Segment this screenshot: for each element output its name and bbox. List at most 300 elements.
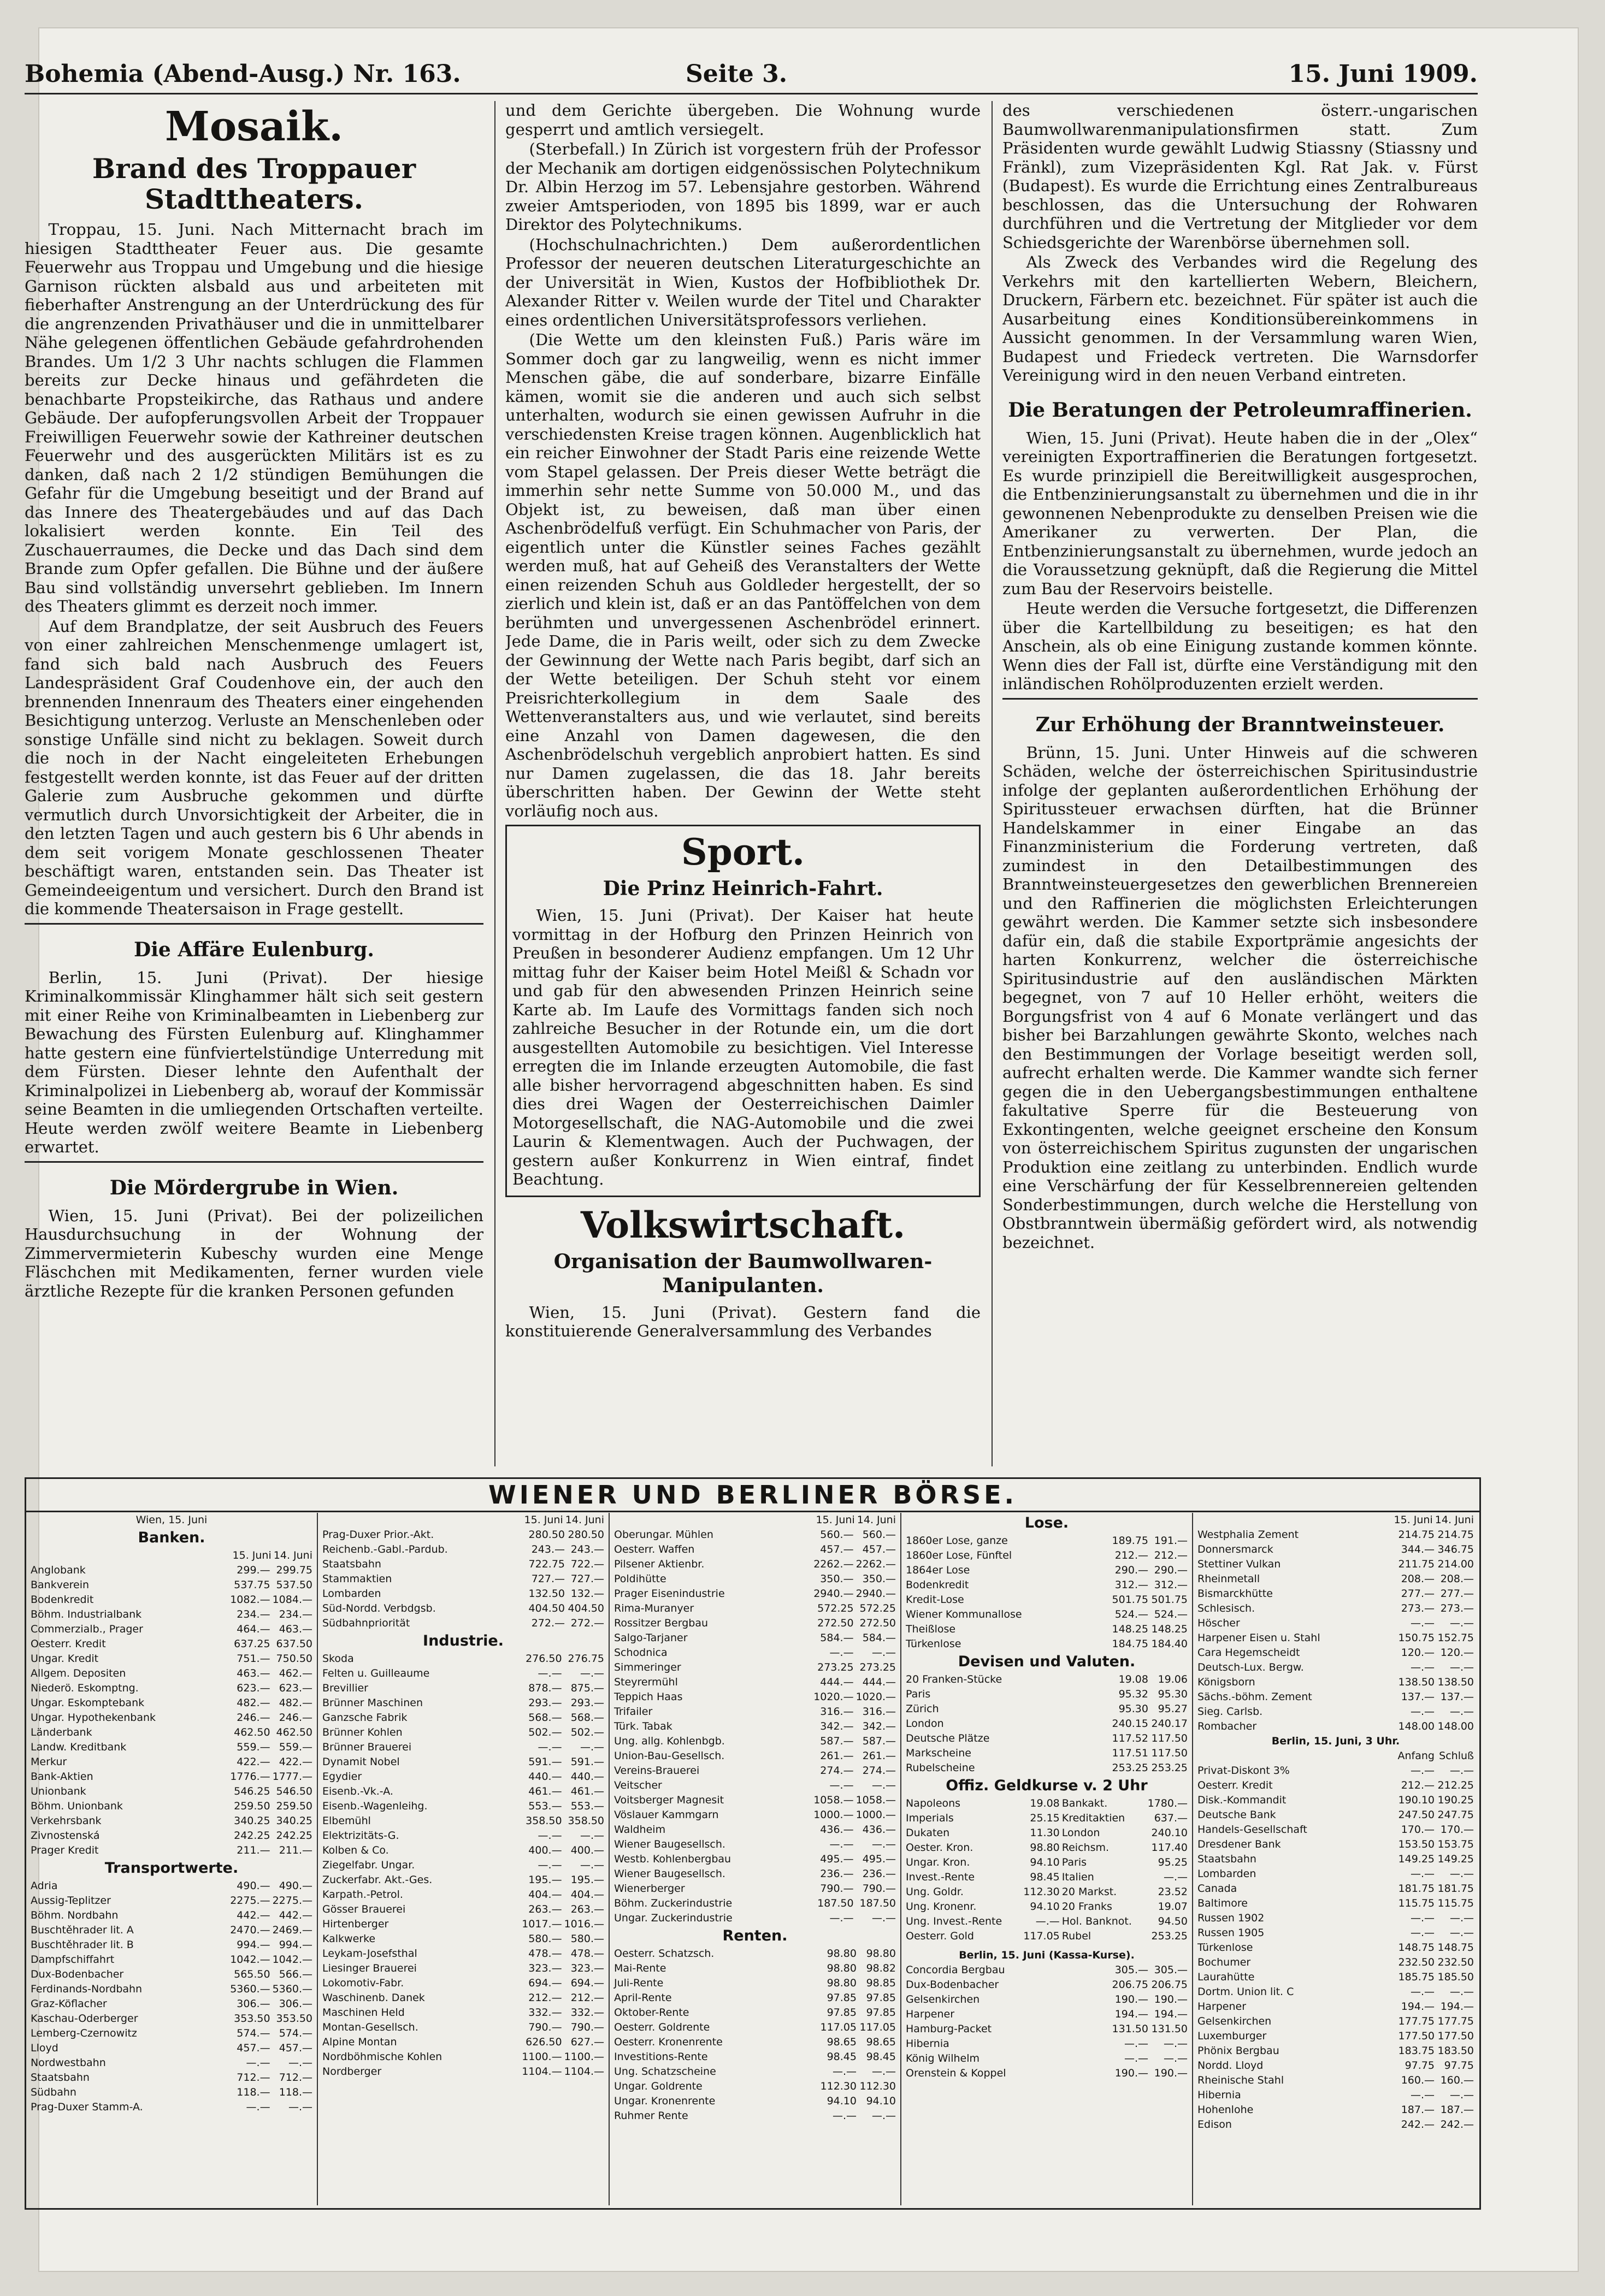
- price-value: 537.50: [276, 1579, 312, 1591]
- price-value: 358.50: [526, 1815, 562, 1827]
- price-value: 247.50: [1398, 1809, 1435, 1821]
- stock-row: [613, 1616, 897, 1631]
- price-value: 132.50: [528, 1588, 565, 1600]
- price-value: —.—: [871, 2066, 896, 2078]
- stock-row: [613, 2005, 897, 2020]
- stock-row: [321, 2005, 605, 2020]
- article-continuation: des verschiedenen österr.-ungarischen Baumwollwarenmanipulationsfirmen statt. Zum Präsidenten wurde gewählt Ludwig Stiassny (Stiassny und Fränkl), zum Vizepräsidenten Kgl. Rat Jak. v. Fürst (Budapest). Es wurde die Errichtung eines Zentralbureaus beschlossen, das die Untersuchung der Rohwaren durchführen und die Vertretung der Mitglieder vor dem Schiedsgerichte der Warenbörse übernehmen soll.: [1002, 101, 1478, 252]
- price-value: 98.45: [866, 2051, 896, 2063]
- stock-row: [29, 1952, 314, 1967]
- stock-row: [1196, 2073, 1475, 2088]
- security-name: Felten u. Guilleaume: [322, 1667, 430, 1679]
- price-value: 495.—: [820, 1853, 854, 1865]
- price-value: 97.85: [827, 2007, 857, 2019]
- stock-row: [1196, 1793, 1475, 1808]
- stock-row: [905, 1841, 1189, 1855]
- price-value: 137.—: [1401, 1691, 1435, 1703]
- stock-row: [1196, 1719, 1475, 1734]
- price-value: 340.25: [276, 1815, 312, 1827]
- stock-row: [905, 1607, 1189, 1622]
- stock-row: [1196, 1660, 1475, 1675]
- price-value: 208.—: [1401, 1573, 1435, 1585]
- price-value: —.—: [871, 1647, 896, 1659]
- security-name: Union-Bau-Gesellsch.: [614, 1750, 725, 1762]
- price-value: 117.40: [1151, 1842, 1188, 1854]
- price-value: 211.75: [1398, 1558, 1435, 1570]
- stock-table: [905, 1672, 1189, 1776]
- security-name: Hirtenberger: [322, 1918, 389, 1930]
- price-value: 195.—: [528, 1874, 562, 1886]
- security-name: Ung. allg. Kohlenbgb.: [614, 1735, 725, 1747]
- stock-row: [29, 1740, 314, 1755]
- stock-row: [613, 1675, 897, 1690]
- stock-row: [905, 1992, 1189, 2007]
- price-value: —.—: [1124, 2038, 1148, 2050]
- stock-row: [613, 1542, 897, 1557]
- security-name: Rheinmetall: [1197, 1573, 1260, 1585]
- price-value: 444.—: [862, 1676, 896, 1688]
- stock-row: [321, 2050, 605, 2064]
- price-value: 502.—: [528, 1726, 562, 1738]
- price-value: 353.50: [234, 2013, 270, 2025]
- column-rule: [609, 1513, 610, 2205]
- security-name: Harpener: [1197, 2001, 1247, 2013]
- stock-table: [905, 1796, 1189, 1944]
- price-value: 232.50: [1437, 1956, 1474, 1968]
- price-value: 312.—: [1154, 1579, 1188, 1591]
- security-name: Laurahütte: [1197, 1971, 1255, 1983]
- stock-row: [29, 1666, 314, 1681]
- price-value: —.—: [829, 1912, 854, 1924]
- price-value: 190.—: [1114, 1993, 1148, 2005]
- price-value: 1020.—: [813, 1691, 854, 1703]
- price-value: 185.75: [1398, 1971, 1435, 1983]
- security-name: Poldihütte: [614, 1573, 666, 1585]
- price-value: 524.—: [1114, 1608, 1148, 1620]
- price-value: 118.—: [279, 2086, 312, 2098]
- stock-row: [613, 1646, 897, 1660]
- price-value: 1776.—: [230, 1771, 270, 1783]
- security-name: Schlesisch.: [1197, 1602, 1255, 1614]
- price-value: 306.—: [237, 1998, 270, 2010]
- stock-row: [613, 1793, 897, 1808]
- price-value: 97.85: [827, 1992, 857, 2004]
- stock-row: [29, 1923, 314, 1938]
- section-berlin-kasse: Berlin, 15. Juni (Kassa-Kurse).: [959, 1949, 1135, 1961]
- stock-row: [613, 1631, 897, 1646]
- stock-row: [1196, 1896, 1475, 1911]
- security-name: Zivnostenská: [31, 1830, 100, 1842]
- security-name: Wiener Baugesellsch.: [614, 1838, 725, 1850]
- price-value: 117.50: [1151, 1747, 1188, 1759]
- stock-row: [29, 1770, 314, 1784]
- stock-row: [321, 1711, 605, 1725]
- stock-row: [29, 1637, 314, 1652]
- price-value: 177.50: [1437, 2030, 1474, 2042]
- price-value: 461.—: [528, 1785, 562, 1797]
- divider: [25, 1161, 483, 1163]
- security-name: Dux-Bodenbacher: [31, 1968, 124, 1980]
- price-value: 490.—: [279, 1880, 312, 1892]
- price-value: 273.—: [1440, 1602, 1474, 1614]
- price-value: 457.—: [862, 1543, 896, 1555]
- price-value: 878.—: [528, 1682, 562, 1694]
- price-value: 350.—: [862, 1573, 896, 1585]
- price-value: 5360.—: [272, 1983, 312, 1995]
- price-value: 305.—: [1114, 1964, 1148, 1976]
- stock-row: [29, 1799, 314, 1814]
- price-value: 404.50: [568, 1602, 604, 1614]
- stock-row: [1196, 2029, 1475, 2044]
- security-name: Adria: [31, 1880, 58, 1892]
- security-name: Türkenlose: [906, 1638, 961, 1650]
- security-name: April-Rente: [614, 1992, 672, 2004]
- stock-row: [613, 2079, 897, 2094]
- security-name: Reichenb.-Gabl.-Pardub.: [322, 1543, 448, 1555]
- price-value: —.—: [1410, 1765, 1435, 1777]
- price-value: 259.50: [276, 1800, 312, 1812]
- security-name: Privat-Diskont 3%: [1197, 1765, 1290, 1777]
- section-industrie: Industrie.: [423, 1632, 504, 1649]
- price-value: 214.00: [1437, 1558, 1474, 1570]
- security-name: Theißlose: [906, 1623, 956, 1635]
- price-value: 546.25: [234, 1785, 270, 1797]
- security-name: Skoda: [322, 1653, 354, 1665]
- price-value: 19.08: [1118, 1673, 1148, 1685]
- price-value: 404.50: [528, 1602, 565, 1614]
- price-value: 482.—: [237, 1697, 270, 1709]
- article-headline-prinz-heinrich: Die Prinz Heinrich-Fahrt.: [603, 877, 883, 900]
- price-value: —.—: [1410, 1912, 1435, 1924]
- price-value: 404.—: [528, 1889, 562, 1901]
- stock-row: [1196, 1705, 1475, 1719]
- article-headline-moerdergrube: Die Mördergrube in Wien.: [109, 1176, 399, 1199]
- stock-row: [1196, 1808, 1475, 1822]
- price-value: 194.—: [1114, 2008, 1148, 2020]
- security-name: Nordberger: [322, 2066, 382, 2078]
- stock-table: [613, 1528, 897, 1926]
- stock-row: [905, 1534, 1189, 1548]
- price-value: 5360.—: [230, 1983, 270, 1995]
- security-name: Süd-Nordd. Verbdgsb.: [322, 1602, 436, 1614]
- masthead: [25, 60, 1478, 94]
- stock-row: [29, 1938, 314, 1952]
- security-name: Eisenb.-Wagenleihg.: [322, 1800, 428, 1812]
- security-name: Baltimore: [1197, 1897, 1248, 1909]
- price-value: 214.75: [1437, 1529, 1474, 1541]
- price-value: 722.75: [528, 1558, 565, 1570]
- boerse-column-4: [905, 1513, 1189, 2205]
- price-value: 404.—: [570, 1889, 604, 1901]
- security-name: London: [906, 1718, 944, 1730]
- stock-row: [905, 1637, 1189, 1652]
- security-name: König Wilhelm: [906, 2052, 980, 2064]
- security-name: Prag-Duxer Prior.-Akt.: [322, 1529, 434, 1541]
- security-name: Rossitzer Bergbau: [614, 1617, 709, 1629]
- price-value: 1100.—: [522, 2051, 562, 2063]
- price-value: 591.—: [570, 1756, 604, 1768]
- security-name: Alpine Montan: [322, 2036, 397, 2048]
- stock-row: [29, 1563, 314, 1578]
- stock-row: [905, 1811, 1189, 1826]
- price-value: 501.75: [1112, 1594, 1148, 1606]
- price-value: 694.—: [570, 1977, 604, 1989]
- price-value: 875.—: [570, 1682, 604, 1694]
- security-name: Nordwestbahn: [31, 2057, 106, 2069]
- security-name: Vereins-Brauerei: [614, 1765, 700, 1777]
- price-value: 117.05: [859, 2021, 896, 2033]
- section-banken: Banken.: [138, 1529, 205, 1546]
- security-name: Montan-Gesellsch.: [322, 2021, 418, 2033]
- article-paragraph: Brünn, 15. Juni. Unter Hinweis auf die schweren Schäden, welche der österreichischen Spiritusindustrie infolge der geplanten außerordentlichen Erhöhung der Spiritussteuer erwachsen dürften, hat die Brünner Handelskammer in einer Eingabe an das Finanzministerium die Forderung vertreten, daß zumindest in den Detailbestimmungen des Branntweinsteuergesetzes den gewerblichen Brennereien und den Raffinerien die möglichsten Erleichterungen gewährt werden. Die Kammer setzte sich insbesondere dafür ein, daß die stabile Exportprämie angesichts der harten Konkurrenz, welcher die österreichische Spiritusindustrie auf den ausländischen Märkten begegnet, von 7 auf 10 Heller erhöht, weiters die Borgungsfrist von 4 auf 6 Monate verlängert und das bisher bei Barzahlungen gewährte Skonto, welches nach den Bestimmungen der Vorlage beseitigt werden soll, aufrecht erhalten werde. Die Kammer wandte sich ferner gegen die in den Uebergangsbestimmungen enthaltene fakultative Sperre für die Besteuerung von Exkontingenten, welche geeignet erscheine den Konsum von österreichischem Spiritus zugunsten der ungarischen Produktion eine zeitlang zu unterbinden. Endlich wurde eine Verschärfung der für Kesselbrennereien geltenden Sonderbestimmungen, durch welche die Herstellung von Obstbranntwein übermäßig gefördert wird, als notwendig bezeichnet.: [1002, 743, 1478, 1252]
- price-value: 280.50: [528, 1529, 565, 1541]
- price-value: 19.06: [1158, 1673, 1188, 1685]
- header-date: 14. Juni: [565, 1514, 604, 1526]
- stock-row: [321, 1725, 605, 1740]
- price-value: 187.—: [1401, 2104, 1435, 2116]
- price-value: 559.—: [237, 1741, 270, 1753]
- security-name: Dampfschiffahrt: [31, 1954, 115, 1966]
- price-value: 342.—: [862, 1720, 896, 1732]
- stock-row: [29, 1997, 314, 2011]
- price-value: —.—: [1410, 2089, 1435, 2101]
- security-name: Vöslauer Kammgarn: [614, 1809, 719, 1821]
- price-value: 97.75: [1405, 2060, 1435, 2072]
- stock-row: [321, 1696, 605, 1711]
- price-value: —.—: [1410, 1868, 1435, 1880]
- price-value: —.—: [580, 1830, 604, 1842]
- price-value: 462.50: [234, 1726, 270, 1738]
- price-value: 560.—: [820, 1529, 854, 1541]
- price-value: —.—: [871, 1838, 896, 1850]
- price-value: 148.75: [1398, 1942, 1435, 1954]
- security-name: Wiener Baugesellsch.: [614, 1868, 725, 1880]
- price-value: 94.50: [1158, 1915, 1188, 1927]
- price-value: 572.25: [859, 1602, 896, 1614]
- stock-row: [613, 1778, 897, 1793]
- stock-row: [905, 1717, 1189, 1731]
- security-name: Gelsenkirchen: [1197, 2015, 1272, 2027]
- security-name: Südbahnpriorität: [322, 1617, 410, 1629]
- security-name: Lokomotiv-Fabr.: [322, 1977, 404, 1989]
- stock-row: [29, 1908, 314, 1923]
- section-geldkurse: Offiz. Geldkurse v. 2 Uhr: [946, 1777, 1148, 1794]
- stock-row: [29, 1893, 314, 1908]
- column-3: [1002, 101, 1478, 1472]
- security-name: Imperials: [906, 1812, 954, 1824]
- security-name: Commerzialb., Prager: [31, 1623, 143, 1635]
- stock-row: [905, 1746, 1189, 1761]
- security-name: Zürich: [906, 1703, 939, 1715]
- price-value: —.—: [1410, 1617, 1435, 1629]
- price-value: 623.—: [279, 1682, 312, 1694]
- article-continuation: und dem Gerichte übergeben. Die Wohnung wurde gesperrt und amtlich versiegelt.: [505, 101, 981, 139]
- price-value: 184.75: [1112, 1638, 1148, 1650]
- stock-row: [321, 1976, 605, 1991]
- security-name: Staatsbahn: [322, 1558, 381, 1570]
- price-value: 1104.—: [564, 2066, 604, 2078]
- price-value: 117.52: [1112, 1732, 1148, 1744]
- boerse-column-1: [29, 1513, 314, 2205]
- security-name: Deutsche Plätze: [906, 1732, 990, 1744]
- boerse-column-2: [321, 1513, 605, 2205]
- security-name: Ruhmer Rente: [614, 2110, 688, 2122]
- stock-row: [905, 1548, 1189, 1563]
- price-value: 19.07: [1158, 1901, 1188, 1913]
- header-schluss: Schluß: [1439, 1750, 1474, 1762]
- price-value: 274.—: [820, 1765, 854, 1777]
- price-value: 1058.—: [855, 1794, 896, 1806]
- security-name: Zuckerfabr. Akt.-Ges.: [322, 1874, 433, 1886]
- stock-row: [29, 1784, 314, 1799]
- price-value: 274.—: [862, 1765, 896, 1777]
- security-name: Hibernia: [1197, 2089, 1241, 2101]
- price-value: 316.—: [862, 1706, 896, 1718]
- price-value: 464.—: [237, 1623, 270, 1635]
- section-lose: Lose.: [1024, 1514, 1069, 1531]
- price-value: 277.—: [1440, 1588, 1474, 1600]
- stock-row: [613, 1837, 897, 1852]
- price-value: 117.05: [1023, 1930, 1060, 1942]
- price-value: 149.25: [1398, 1853, 1435, 1865]
- section-title-volkswirtschaft: Volkswirtschaft.: [580, 1203, 906, 1246]
- price-value: 212.—: [1154, 1549, 1188, 1561]
- price-value: 2940.—: [813, 1588, 854, 1600]
- stock-row: [321, 1542, 605, 1557]
- stock-row: [905, 2066, 1189, 2081]
- price-value: 290.—: [1114, 1564, 1148, 1576]
- stock-row: [321, 1601, 605, 1616]
- price-value: —.—: [1124, 2052, 1148, 2064]
- stock-row: [321, 1740, 605, 1755]
- stock-row: [1196, 2103, 1475, 2117]
- price-value: 98.80: [866, 1948, 896, 1960]
- stock-table: [1196, 1764, 1475, 2132]
- stock-row: [321, 1858, 605, 1873]
- security-name: Kalkwerke: [322, 1933, 376, 1945]
- price-value: 131.50: [1151, 2023, 1188, 2035]
- price-value: 243.—: [570, 1543, 604, 1555]
- price-value: —.—: [1163, 2038, 1188, 2050]
- price-value: 457.—: [279, 2042, 312, 2054]
- security-name: Bankakt.: [1061, 1797, 1108, 1809]
- security-name: Italien: [1061, 1871, 1094, 1883]
- price-value: 722.—: [570, 1558, 604, 1570]
- stock-row: [905, 1593, 1189, 1607]
- section-title-mosaik: Mosaik.: [164, 103, 344, 150]
- price-value: 236.—: [820, 1868, 854, 1880]
- security-name: Oberungar. Mühlen: [614, 1529, 713, 1541]
- stock-row: [29, 1607, 314, 1622]
- column-rule: [900, 1513, 901, 2205]
- stock-row: [321, 1828, 605, 1843]
- stock-row: [905, 1870, 1189, 1885]
- price-value: 95.27: [1158, 1703, 1188, 1715]
- stock-row: [1196, 2058, 1475, 2073]
- price-value: 98.65: [827, 2036, 857, 2048]
- stock-row: [905, 1622, 1189, 1637]
- price-value: 148.75: [1437, 1942, 1474, 1954]
- price-value: 1780.—: [1147, 1797, 1188, 1809]
- stock-table: [1196, 1528, 1475, 1734]
- security-name: 1860er Lose, ganze: [906, 1535, 1008, 1547]
- stock-row: [321, 1814, 605, 1828]
- stock-row: [29, 1725, 314, 1740]
- price-value: 246.—: [237, 1712, 270, 1724]
- security-name: Türk. Tabak: [614, 1720, 672, 1732]
- security-name: Mai-Rente: [614, 1962, 666, 1974]
- stock-row: [1196, 2117, 1475, 2132]
- price-value: —.—: [1449, 1765, 1474, 1777]
- price-value: 478.—: [570, 1948, 604, 1960]
- stock-row: [905, 1702, 1189, 1717]
- security-name: Wienerberger: [614, 1883, 685, 1895]
- stock-row: [905, 1687, 1189, 1702]
- price-value: 177.75: [1398, 2015, 1435, 2027]
- security-name: Waschinenb. Danek: [322, 1992, 425, 2004]
- security-name: Dux-Bodenbacher: [906, 1979, 999, 1991]
- security-name: Disk.-Kommandit: [1197, 1794, 1287, 1806]
- price-value: 587.—: [820, 1735, 854, 1747]
- price-value: 463.—: [279, 1623, 312, 1635]
- stock-row: [1196, 1940, 1475, 1955]
- article-paragraph: Wien, 15. Juni (Privat). Der Kaiser hat heute vormittag in der Hofburg den Prinzen Heinrich von Preußen in besonderer Audienz empfangen. Um 12 Uhr mittag fuhr der Kaiser beim Hotel Meißl & Schadn vor und gab für den abwesenden Prinzen Heinrich seine Karte ab. Im Laufe des Vormittags fanden sich noch zahlreiche Besucher in der Rotunde ein, um die dort ausgestellten Automobile zu besichtigen. Viel Interesse erregten die im Inlande erzeugten Automobile, die fast alle bisher hervorragend abgeschnitten haben. Es sind dies drei Wagen der Oesterreichischen Daimler Motorgesellschaft, die NAG-Automobile und die zwei Laurin & Klementwagen. Auch der Puchwagen, der gestern außer Konkurrenz in Wien eintraf, findet Beachtung.: [512, 906, 973, 1188]
- price-value: 94.10: [1030, 1856, 1060, 1868]
- price-value: 181.75: [1437, 1883, 1474, 1895]
- stock-row: [905, 1899, 1189, 1914]
- price-value: 232.50: [1398, 1956, 1435, 1968]
- stock-row: [905, 1963, 1189, 1978]
- security-name: Oesterr. Schatzsch.: [614, 1948, 715, 1960]
- price-value: 211.—: [279, 1844, 312, 1856]
- price-value: 120.—: [1401, 1647, 1435, 1659]
- price-value: 344.—: [1401, 1543, 1435, 1555]
- stock-row: [905, 1731, 1189, 1746]
- price-value: 436.—: [820, 1824, 854, 1836]
- stock-row: [1196, 2014, 1475, 2029]
- stock-row: [613, 1991, 897, 2005]
- stock-row: [613, 2064, 897, 2079]
- security-name: Hol. Banknot.: [1061, 1915, 1132, 1927]
- price-value: 177.50: [1398, 2030, 1435, 2042]
- stock-row: [905, 1929, 1189, 1944]
- stock-row: [1196, 1911, 1475, 1926]
- price-value: 2469.—: [272, 1924, 312, 1936]
- stock-row: [905, 1578, 1189, 1593]
- stock-row: [1196, 1955, 1475, 1970]
- price-value: 290.—: [1154, 1564, 1188, 1576]
- price-value: 422.—: [279, 1756, 312, 1768]
- price-value: 280.50: [568, 1529, 604, 1541]
- security-name: Aussig-Teplitzer: [31, 1895, 111, 1907]
- header-anfang: Anfang: [1397, 1750, 1435, 1762]
- price-value: 276.75: [568, 1653, 604, 1665]
- article-headline-theater: Brand des Troppauer Stadttheaters.: [92, 152, 416, 215]
- price-value: 117.05: [820, 2021, 857, 2033]
- price-value: 568.—: [570, 1712, 604, 1724]
- price-value: 560.—: [862, 1529, 896, 1541]
- stock-row: [613, 1690, 897, 1705]
- price-value: 342.—: [820, 1720, 854, 1732]
- price-value: 2262.—: [813, 1558, 854, 1570]
- price-value: 95.25: [1158, 1856, 1188, 1868]
- stock-row: [905, 1761, 1189, 1776]
- price-value: 444.—: [820, 1676, 854, 1688]
- security-name: Luxemburger: [1197, 2030, 1267, 2042]
- security-name: Rheinische Stahl: [1197, 2074, 1284, 2086]
- stock-row: [29, 1696, 314, 1711]
- price-value: 293.—: [528, 1697, 562, 1709]
